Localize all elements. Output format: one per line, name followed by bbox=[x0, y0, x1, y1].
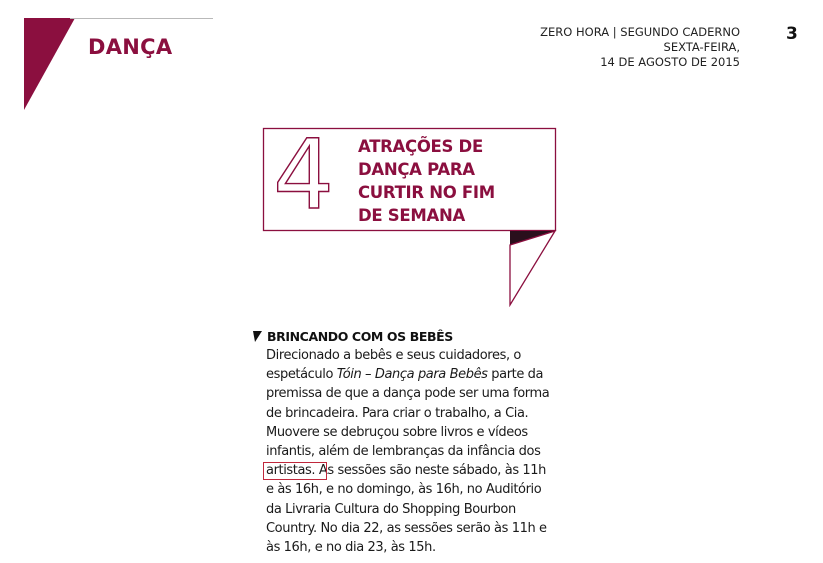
article-line: e às 16h, e no domingo, às 16h, no Auditório bbox=[266, 482, 542, 498]
article-line: de brincadeira. Para criar o trabalho, a Cia. bbox=[266, 405, 529, 421]
masthead bbox=[540, 25, 740, 70]
feature-title-line: DE SEMANA bbox=[358, 206, 465, 225]
bullet-icon bbox=[253, 331, 263, 343]
article-title: BRINCANDO COM OS BEBÊS bbox=[267, 329, 453, 344]
article-line: Muovere se debruçou sobre livros e vídeos bbox=[266, 424, 528, 440]
article-line: às 16h, e no dia 23, às 15h. bbox=[266, 540, 436, 556]
section-corner-triangle bbox=[0, 0, 80, 112]
article-body bbox=[266, 346, 550, 557]
feature-title-line: ATRAÇÕES DE bbox=[358, 137, 483, 156]
text-highlight-box bbox=[263, 462, 327, 480]
feature-title bbox=[358, 135, 548, 227]
section-rule bbox=[70, 18, 213, 19]
show-title: Tóin – Dança para Bebês bbox=[336, 367, 488, 383]
article-line: Country. No dia 22, as sessões serão às 11h e bbox=[266, 520, 547, 536]
feature-title-line: DANÇA PARA bbox=[358, 160, 475, 179]
publication-name: ZERO HORA | SEGUNDO CADERNO bbox=[540, 25, 740, 39]
article-line: da Livraria Cultura do Shopping Bourbon bbox=[266, 501, 516, 517]
article-line: premissa de que a dança pode ser uma forma bbox=[266, 386, 550, 402]
feature-title-line: CURTIR NO FIM bbox=[358, 183, 495, 202]
feature-number: 4 bbox=[273, 119, 335, 231]
article-line: infantis, além de lembranças da infância dos bbox=[266, 444, 541, 460]
section-title: DANÇA bbox=[88, 35, 173, 59]
article-line bbox=[266, 365, 546, 384]
publication-weekday: SEXTA-FEIRA, bbox=[663, 40, 740, 54]
article-text: parte da bbox=[487, 367, 544, 383]
article-line: Direcionado a bebês e seus cuidadores, o bbox=[266, 348, 521, 363]
article-text: espetáculo bbox=[266, 367, 337, 383]
article-line: artistas. As sessões são neste sábado, às 11h bbox=[266, 463, 547, 479]
publication-date: 14 DE AGOSTO DE 2015 bbox=[600, 55, 740, 69]
page-number: 3 bbox=[786, 24, 798, 44]
